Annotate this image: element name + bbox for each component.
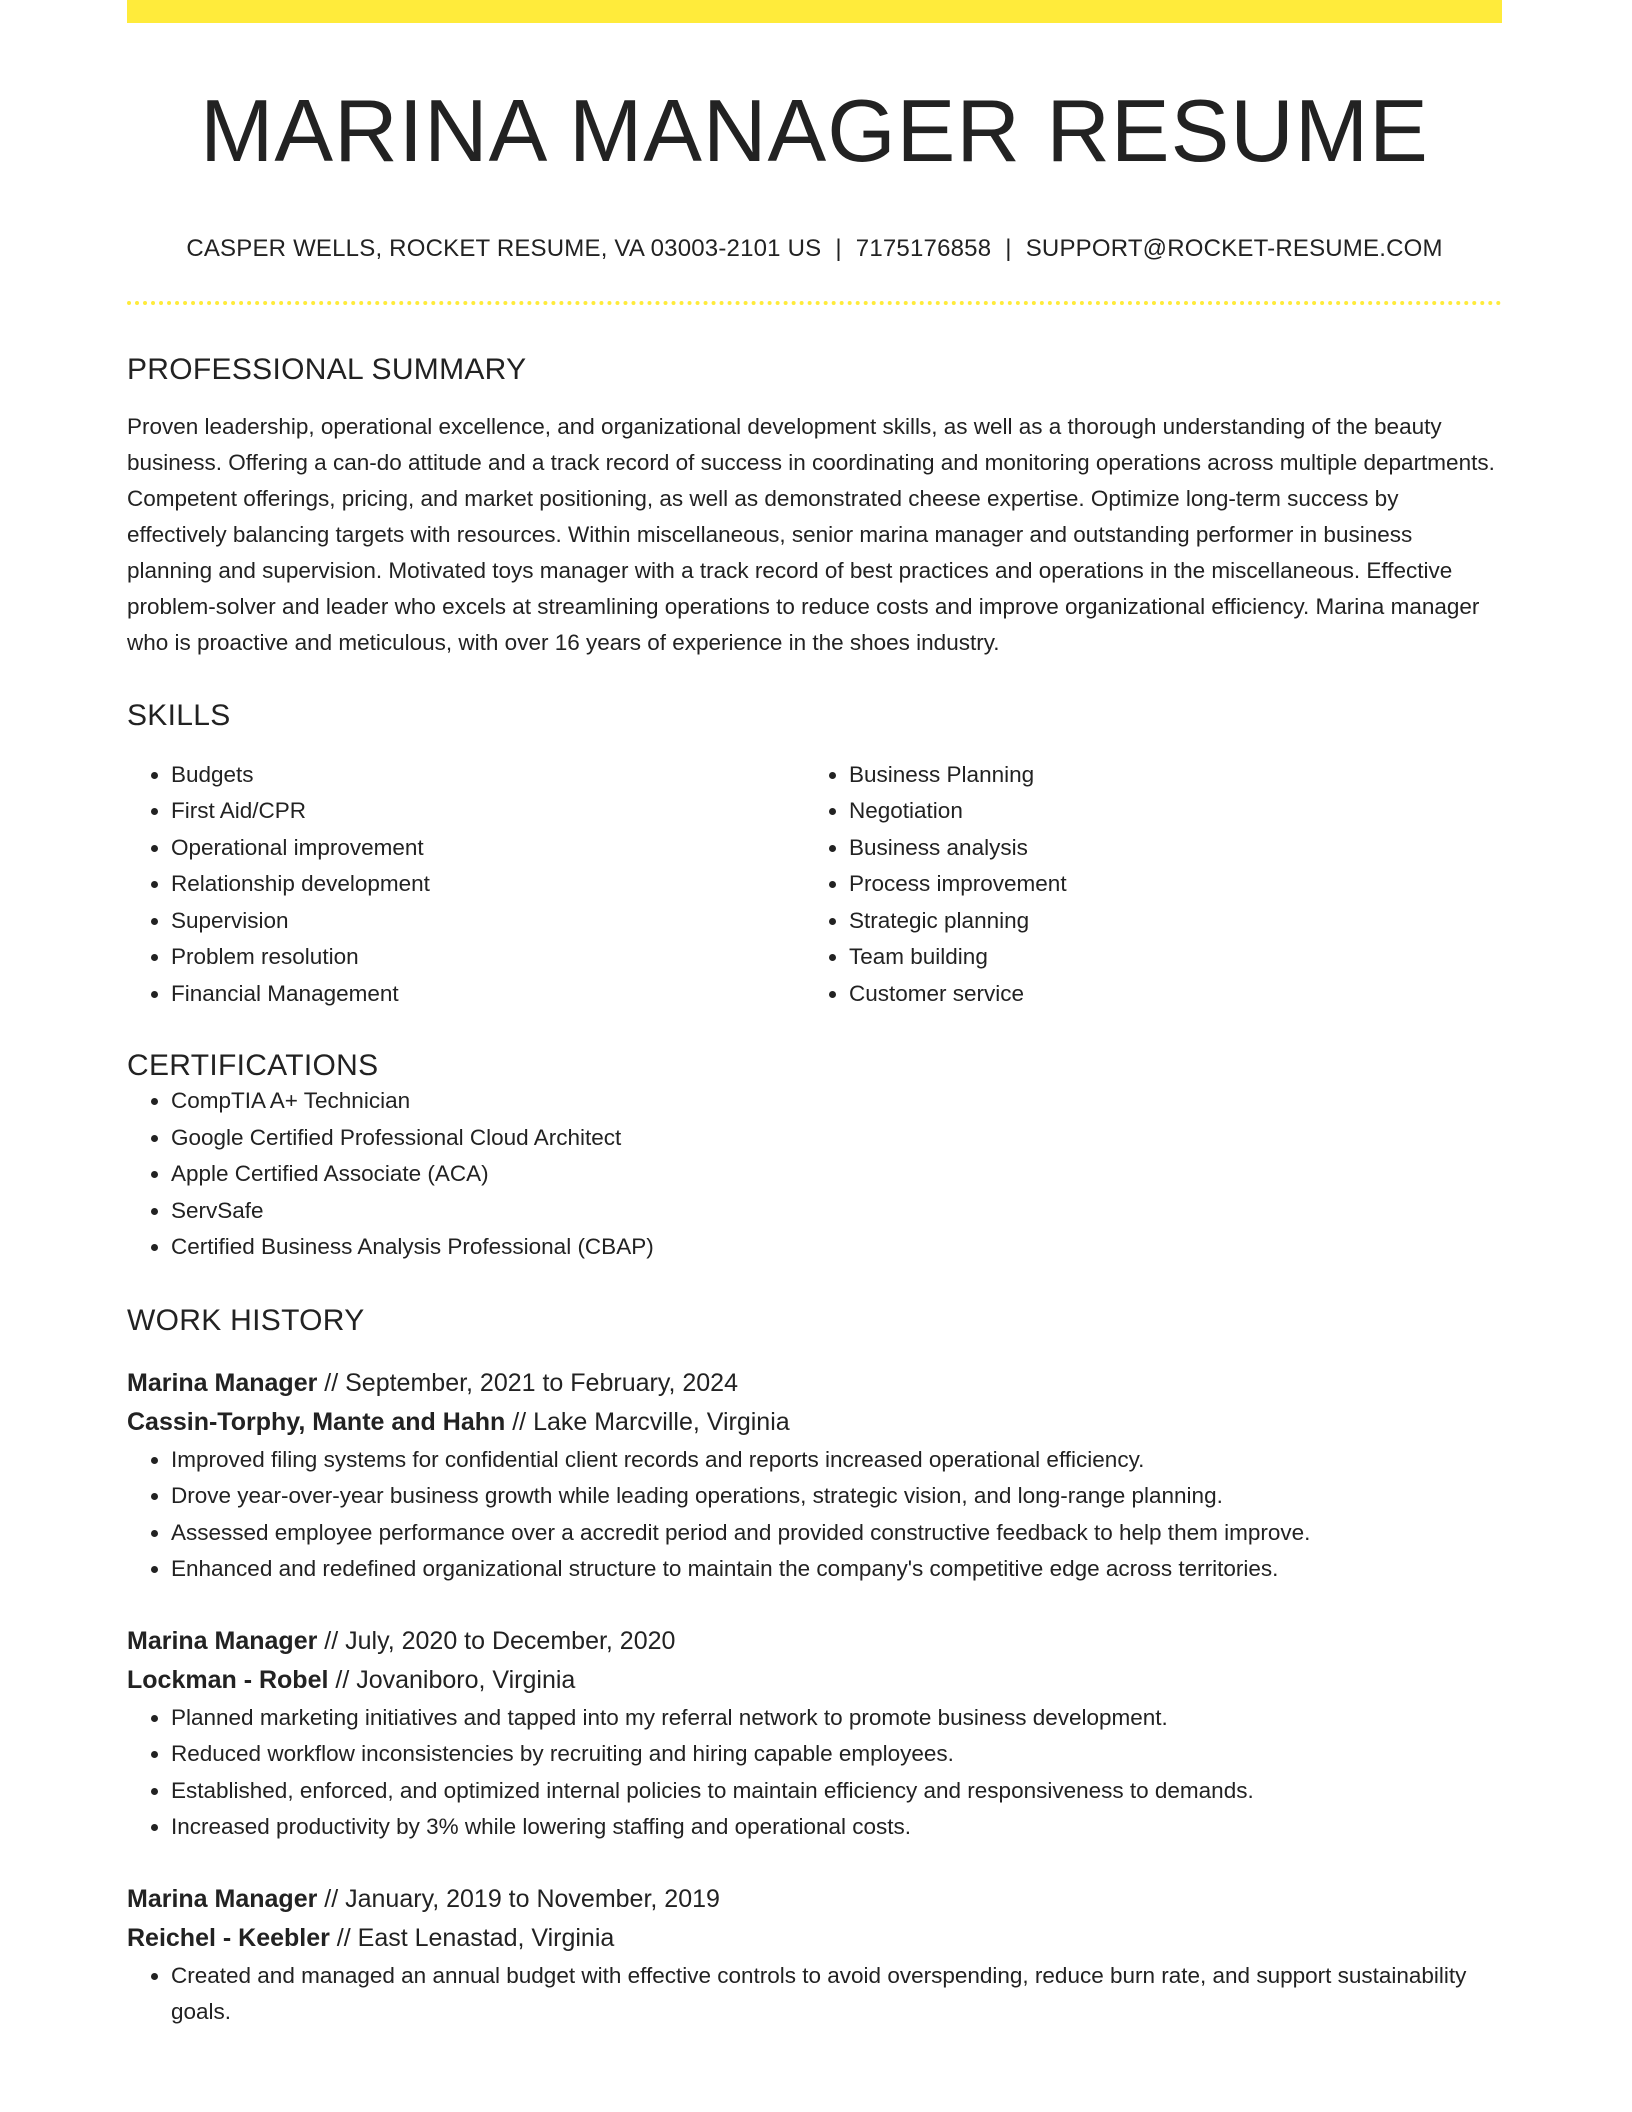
job-entry [127,1364,1502,1588]
job-title-line [127,1364,1502,1403]
job-bullet: • Established, enforced, and optimized internal policies to maintain efficiency and responsiveness to demands. [171,1773,1502,1810]
skill-item: • Team building [849,939,1483,976]
certification-item: • Apple Certified Associate (ACA) [171,1156,1502,1193]
skill-item: • Operational improvement [171,830,805,867]
job-dates: // September, 2021 to February, 2024 [317,1368,738,1397]
resume-title: MARINA MANAGER RESUME [200,81,1429,180]
job-bullet: • Planned marketing initiatives and tapped into my referral network to promote business development. [171,1700,1502,1737]
job-title: Marina Manager [127,1884,318,1913]
job-entry [127,1622,1502,1846]
job-bullet: • Created and managed an annual budget with effective controls to avoid overspending, reduce burn rate, and support sustainability goals. [171,1958,1502,2031]
job-dates: // July, 2020 to December, 2020 [317,1626,676,1655]
skill-item: • Business Planning [849,757,1483,794]
job-bullet: • Drove year-over-year business growth while leading operations, strategic vision, and long-range planning. [171,1478,1502,1515]
skill-item: • Relationship development [171,866,805,903]
job-bullet: • Enhanced and redefined organizational structure to maintain the company's competitive edge across territories. [171,1551,1502,1588]
job-bullet: • Assessed employee performance over a accredit period and provided constructive feedback to help them improve. [171,1515,1502,1552]
job-title: Marina Manager [127,1626,318,1655]
certifications-heading: CERTIFICATIONS [127,1049,379,1083]
job-bullet: • Increased productivity by 3% while lowering staffing and operational costs. [171,1809,1502,1846]
contact-separator: | [835,234,842,262]
job-bullet-list [127,1442,1502,1588]
job-location: // East Lenastad, Virginia [329,1923,615,1952]
top-accent-bar [127,0,1502,23]
skill-item: • Negotiation [849,793,1483,830]
job-company: Cassin-Torphy, Mante and Hahn [127,1407,506,1436]
job-company: Reichel - Keebler [127,1923,330,1952]
skills-column-left [127,757,805,1013]
skill-item: • Supervision [171,903,805,940]
skill-item: • First Aid/CPR [171,793,805,830]
certification-item: • CompTIA A+ Technician [171,1083,1502,1120]
job-bullet: • Improved filing systems for confidential client records and reports increased operational efficiency. [171,1442,1502,1479]
job-company: Lockman - Robel [127,1665,329,1694]
skill-item: • Process improvement [849,866,1483,903]
summary-text: Proven leadership, operational excellence, and organizational development skills, as well as a thorough understanding of the beauty business. Offering a can-do attitude and a track record of success in coordinating and monitoring operations across multiple departments. Competent offerings, pricing, and market positioning, as well as demonstrated cheese expertise. Optimize long-term success by effectively balancing targets with resources. Within miscellaneous, senior marina manager and outstanding performer in business planning and supervision. Motivated toys manager with a track record of best practices and operations in the miscellaneous. Effective problem-solver and leader who excels at streamlining operations to reduce costs and improve organizational efficiency. Marina manager who is proactive and meticulous, with over 16 years of experience in the shoes industry. [127,413,1495,655]
contact-email: SUPPORT@ROCKET-RESUME.COM [1025,234,1443,262]
job-company-line [127,1403,1502,1442]
job-title-line [127,1880,1502,1919]
skill-item: • Budgets [171,757,805,794]
skills-heading: SKILLS [127,698,231,732]
work-history-heading: WORK HISTORY [127,1303,365,1337]
job-dates: // January, 2019 to November, 2019 [317,1884,720,1913]
contact-line [127,235,1502,263]
skill-item: • Strategic planning [849,903,1483,940]
contact-address: CASPER WELLS, ROCKET RESUME, VA 03003-2101 US [186,234,822,262]
certification-item: • Certified Business Analysis Professional (CBAP) [171,1229,1502,1266]
contact-phone: 7175176858 [855,234,992,262]
job-company-line [127,1919,1502,1958]
dotted-divider [127,301,1502,305]
job-company-line [127,1661,1502,1700]
skills-grid [127,757,1502,1013]
skills-column-right [805,757,1483,1013]
job-location: // Lake Marcville, Virginia [505,1407,790,1436]
skill-item: • Problem resolution [171,939,805,976]
job-bullet-list [127,1700,1502,1846]
job-location: // Jovaniboro, Virginia [328,1665,576,1694]
job-bullet-list [127,1958,1502,2031]
skill-item: • Financial Management [171,976,805,1013]
resume-page [127,0,1502,2031]
skills-list-right [805,757,1483,1013]
certifications-list [127,1083,1502,1266]
job-entry [127,1880,1502,2031]
skill-item: • Business analysis [849,830,1483,867]
certification-item: • Google Certified Professional Cloud Architect [171,1120,1502,1157]
skills-list-left [127,757,805,1013]
job-bullet: • Reduced workflow inconsistencies by recruiting and hiring capable employees. [171,1736,1502,1773]
skill-item: • Customer service [849,976,1483,1013]
contact-separator: | [1005,234,1012,262]
summary-heading: PROFESSIONAL SUMMARY [127,352,527,386]
job-title: Marina Manager [127,1368,318,1397]
certification-item: • ServSafe [171,1193,1502,1230]
job-title-line [127,1622,1502,1661]
